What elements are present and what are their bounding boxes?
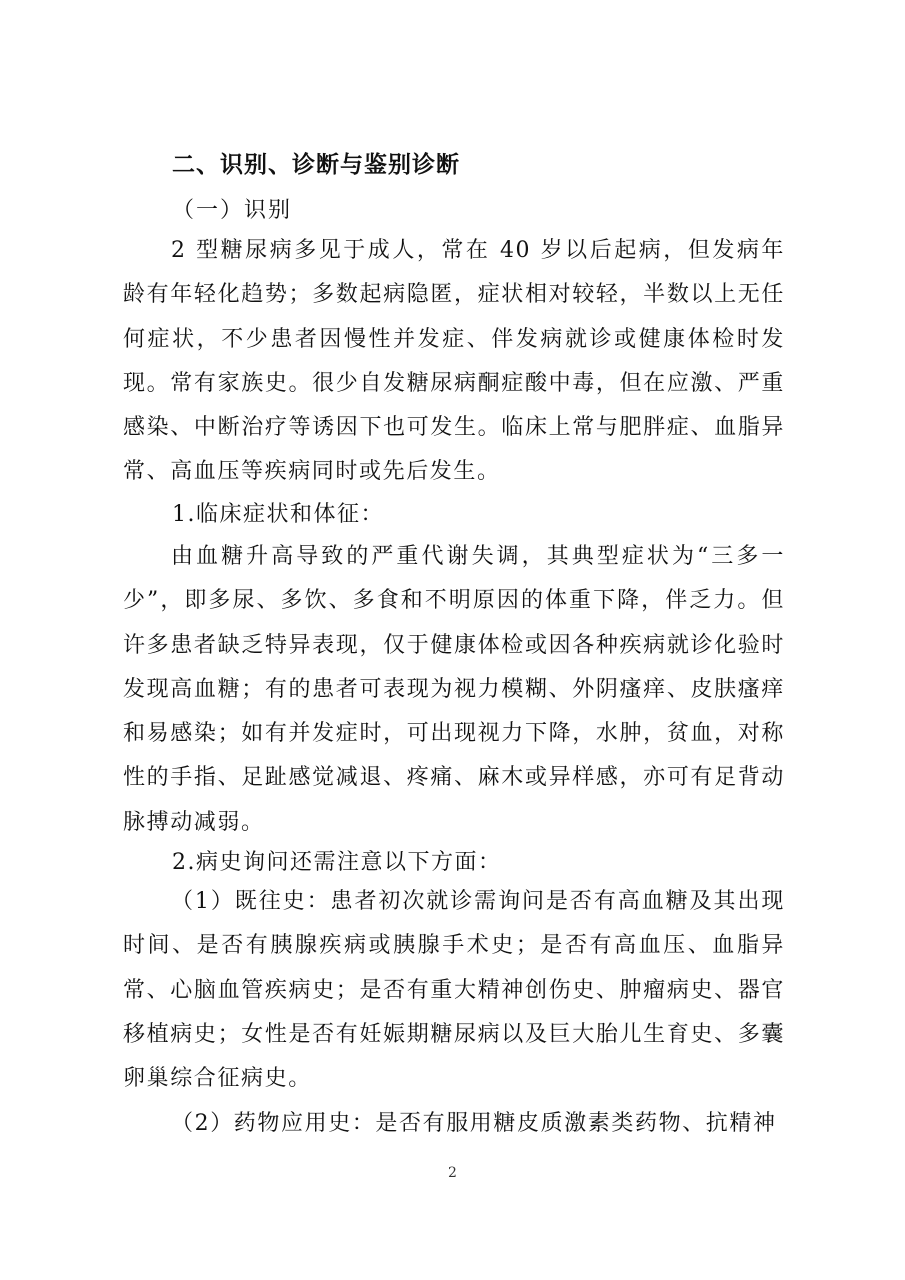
paragraph-past-history: （1）既往史：患者初次就诊需询问是否有高血糖及其出现时间、是否有胰腺疾病或胰腺手术史；是否有高血压、血脂异常、心脑血管疾病史；是否有重大精神创伤史、肿瘤病史、器官移植病史；女性是否有妊娠期糖尿病以及巨大胎儿生育史、多囊卵巢综合征病史。: [123, 889, 785, 1092]
paragraph-intro: 2 型糖尿病多见于成人，常在 40 岁以后起病，但发病年龄有年轻化趋势；多数起病隐匿，症状相对较轻，半数以上无任何症状，不少患者因慢性并发症、伴发病就诊或健康体检时发现。常有家族史。很少自发糖尿病酮症酸中毒，但在应激、严重感染、中断治疗等诱因下也可发生。临床上常与肥胖症、血脂异常、高血压等疾病同时或先后发生。: [123, 238, 785, 485]
page-number: 2: [448, 1165, 457, 1181]
history-heading: 2.病史询问还需注意以下方面：: [172, 850, 502, 875]
section-heading: 二、识别、诊断与鉴别诊断: [172, 152, 460, 178]
subsection-heading: （一）识别: [172, 198, 293, 223]
paragraph-symptoms: 由血糖升高导致的严重代谢失调，其典型症状为“三多一少”，即多尿、多饮、多食和不明原因的体重下降，伴乏力。但许多患者缺乏特异表现，仅于健康体检或因各种疾病就诊化验时发现高血糖；有的患者可表现为视力模糊、外阴瘙痒、皮肤瘙痒和易感染；如有并发症时，可出现视力下降，水肿，贫血，对称性的手指、足趾感觉减退、疼痛、麻木或异样感，亦可有足背动脉搏动减弱。: [123, 544, 785, 835]
paragraph-drug-history: （2）药物应用史：是否有服用糖皮质激素类药物、抗精神: [171, 1111, 777, 1136]
symptoms-heading: 1.临床症状和体征：: [172, 502, 384, 527]
